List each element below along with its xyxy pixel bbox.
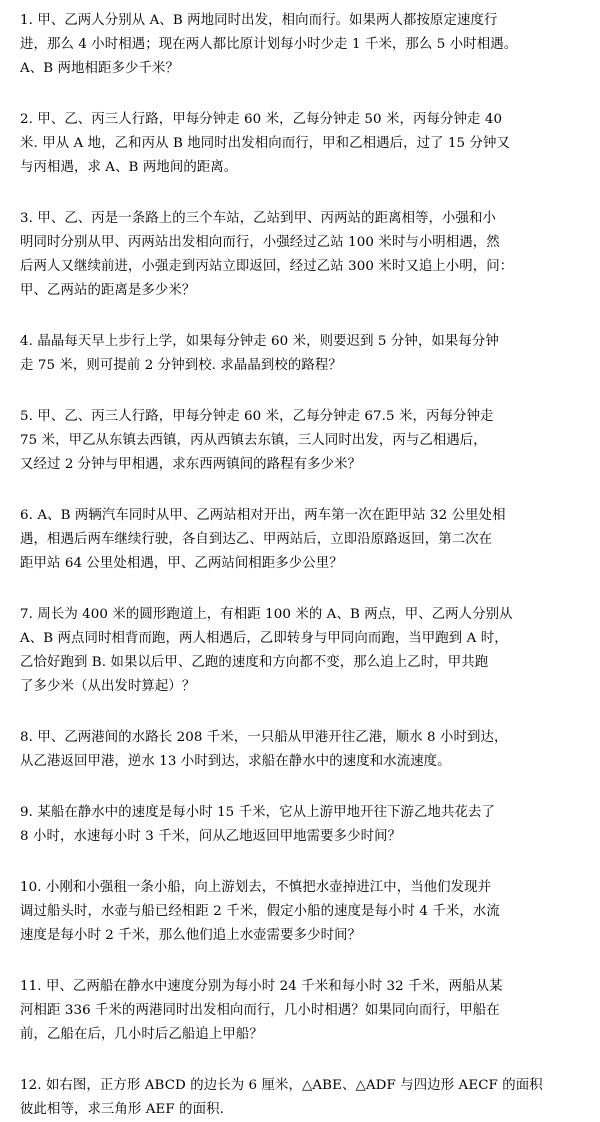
problem-line: A、B 两点同时相背而跑，两人相遇后，乙即转身与甲同向而跑，当甲跑到 A 时，	[20, 631, 508, 646]
problem-11	[20, 975, 578, 1047]
problem-line: 前，乙船在后，几小时后乙船追上甲船？	[20, 1027, 263, 1042]
problem-4	[20, 330, 578, 378]
problem-12	[20, 1074, 578, 1122]
problem-line: A、B 两地相距多少千米？	[20, 61, 179, 76]
problem-line: 甲、乙两站的距离是多少米？	[20, 283, 196, 298]
problem-2	[20, 108, 578, 180]
problem-line: 河相距 336 千米的两港同时出发相向而行，几小时相遇？如果同向而行，甲船在	[20, 1003, 500, 1018]
problem-line: 7. 周长为 400 米的圆形跑道上，有相距 100 米的 A、B 两点，甲、乙两人分别从	[20, 607, 513, 622]
problem-3	[20, 207, 578, 303]
problem-line: 11. 甲、乙两船在静水中速度分别为每小时 24 千米和每小时 32 千米，两船从某	[20, 979, 503, 994]
problem-line: 12. 如右图，正方形 ABCD 的边长为 6 厘米，△ABE、△ADF 与四边形 AECF 的面积	[20, 1078, 543, 1093]
problem-line: 8 小时，水速每小时 3 千米，问从乙地返回甲地需要多少时间？	[20, 829, 402, 844]
problem-1	[20, 9, 578, 81]
problem-line: 4. 晶晶每天早上步行上学，如果每分钟走 60 米，则要迟到 5 分钟，如果每分钟	[20, 334, 499, 349]
problem-line: 后两人又继续前进，小强走到丙站立即返回，经过乙站 300 米时又追上小明，问：	[20, 259, 514, 274]
problem-10	[20, 876, 578, 948]
problem-6	[20, 504, 578, 576]
problem-line: 从乙港返回甲港，逆水 13 小时到达，求船在静水中的速度和水流速度。	[20, 754, 451, 769]
problem-line: 1. 甲、乙两人分别从 A、B 两地同时出发，相向而行。如果两人都按原定速度行	[20, 13, 498, 28]
problem-line: 距甲站 64 公里处相遇，甲、乙两站间相距多少公里？	[20, 556, 343, 571]
problem-line: 米. 甲从 A 地，乙和丙从 B 地同时出发相向而行，甲和乙相遇后，过了 15 分钟又	[20, 136, 511, 151]
problem-line: 明同时分别从甲、丙两站出发相向而行，小强经过乙站 100 米时与小明相遇，然	[20, 235, 500, 250]
problem-line: 速度是每小时 2 千米，那么他们追上水壶需要多少时间？	[20, 928, 362, 943]
problem-7	[20, 603, 578, 699]
problem-line: 遇，相遇后两车继续行驶，各自到达乙、甲两站后，立即沿原路返回，第二次在	[20, 532, 493, 547]
problem-line: 乙恰好跑到 B. 如果以后甲、乙跑的速度和方向都不变，那么追上乙时，甲共跑	[20, 655, 489, 670]
problem-line: 与丙相遇，求 A、B 两地间的距离。	[20, 160, 238, 175]
problem-9	[20, 801, 578, 849]
problem-5	[20, 405, 578, 477]
problem-line: 10. 小刚和小强租一条小船，向上游划去，不慎把水壶掉进江中，当他们发现并	[20, 880, 492, 895]
problem-line: 彼此相等，求三角形 AEF 的面积.	[20, 1102, 224, 1117]
problem-line: 了多少米（从出发时算起）？	[20, 679, 196, 694]
problem-line: 2. 甲、乙、丙三人行路，甲每分钟走 60 米，乙每分钟走 50 米，丙每分钟走 40	[20, 112, 503, 127]
problem-8	[20, 726, 578, 774]
problem-line: 8. 甲、乙两港间的水路长 208 千米，一只船从甲港开往乙港，顺水 8 小时到达，	[20, 730, 508, 745]
problem-line: 9. 某船在静水中的速度是每小时 15 千米，它从上游甲地开往下游乙地共花去了	[20, 805, 495, 820]
problem-line: 又经过 2 分钟与甲相遇，求东西两镇间的路程有多少米？	[20, 457, 362, 472]
problem-line: 6. A、B 两辆汽车同时从甲、乙两站相对开出，两车第一次在距甲站 32 公里处相	[20, 508, 506, 523]
problem-line: 5. 甲、乙、丙三人行路，甲每分钟走 60 米，乙每分钟走 67.5 米，丙每分钟走	[20, 409, 494, 424]
problem-line: 3. 甲、乙、丙是一条路上的三个车站，乙站到甲、丙两站的距离相等，小强和小	[20, 211, 497, 226]
problem-line: 进，那么 4 小时相遇；现在两人都比原计划每小时少走 1 千米，那么 5 小时相遇。	[20, 37, 518, 52]
problem-line: 调过船头时，水壶与船已经相距 2 千米，假定小船的速度是每小时 4 千米，水流	[20, 904, 500, 919]
problem-line: 75 米，甲乙从东镇去西镇，丙从西镇去东镇，三人同时出发，丙与乙相遇后，	[20, 433, 487, 448]
problem-line: 走 75 米，则可提前 2 分钟到校. 求晶晶到校的路程？	[20, 358, 342, 373]
